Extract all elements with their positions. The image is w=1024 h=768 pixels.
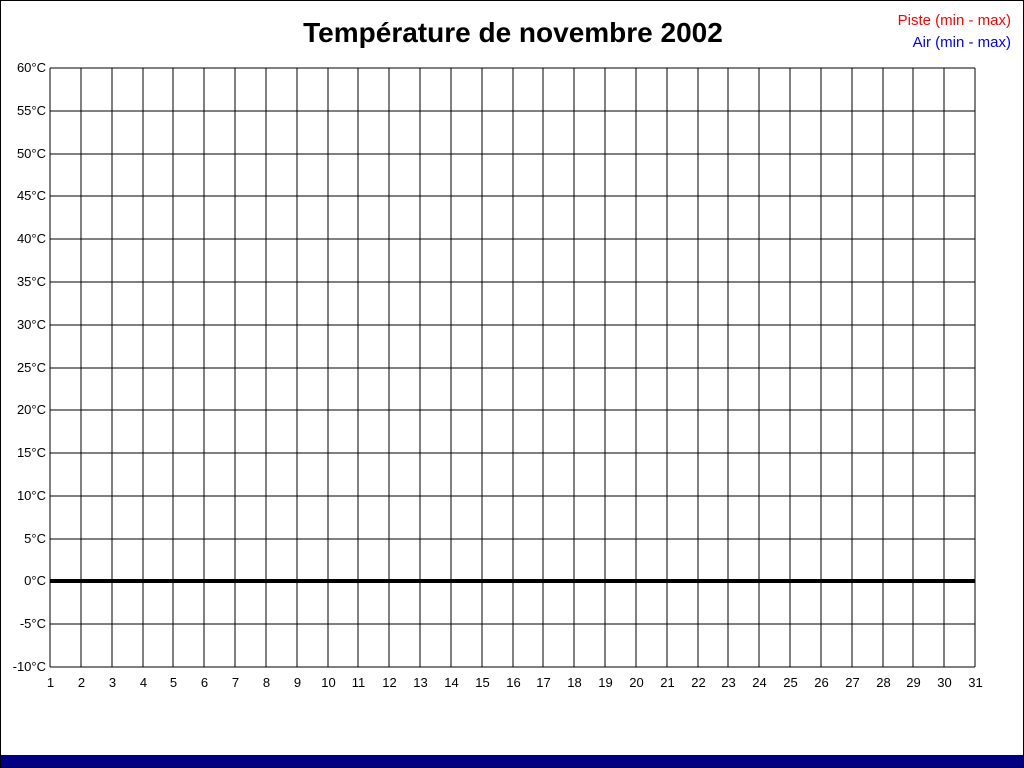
- x-axis-tick-label: 27: [845, 675, 860, 690]
- y-axis-tick-label: 40°C: [16, 231, 46, 246]
- x-axis-tick-label: 23: [721, 675, 736, 690]
- x-axis-tick-label: 14: [444, 675, 459, 690]
- bottom-bar: [1, 755, 1023, 767]
- x-axis-tick-label: 17: [536, 675, 551, 690]
- x-axis-tick-label: 30: [937, 675, 952, 690]
- x-axis-tick-label: 9: [293, 675, 302, 690]
- x-axis-tick-label: 25: [783, 675, 798, 690]
- x-axis-tick-label: 3: [108, 675, 117, 690]
- y-axis-tick-label: 15°C: [16, 445, 46, 460]
- legend-item-air: Air (min - max): [912, 34, 1011, 51]
- chart-grid: [1, 1, 1024, 768]
- x-axis-tick-label: 18: [567, 675, 582, 690]
- y-axis-tick-label: 50°C: [16, 146, 46, 161]
- y-axis-tick-label: 55°C: [16, 103, 46, 118]
- x-axis-tick-label: 11: [351, 675, 366, 690]
- x-axis-tick-label: 6: [200, 675, 209, 690]
- x-axis-tick-label: 29: [906, 675, 921, 690]
- x-axis-tick-label: 28: [876, 675, 891, 690]
- y-axis-tick-label: 25°C: [16, 360, 46, 375]
- x-axis-tick-label: 12: [382, 675, 397, 690]
- x-axis-tick-label: 15: [475, 675, 490, 690]
- y-axis-tick-label: 20°C: [16, 402, 46, 417]
- x-axis-tick-label: 24: [752, 675, 767, 690]
- x-axis-tick-label: 31: [968, 675, 983, 690]
- x-axis-tick-label: 19: [598, 675, 613, 690]
- x-axis-tick-label: 16: [506, 675, 521, 690]
- x-axis-tick-label: 4: [139, 675, 148, 690]
- x-axis-tick-label: 21: [660, 675, 675, 690]
- x-axis-tick-label: 22: [691, 675, 706, 690]
- y-axis-tick-label: 30°C: [16, 317, 46, 332]
- legend-item-piste: Piste (min - max): [897, 12, 1011, 29]
- y-axis-tick-label: 10°C: [16, 488, 46, 503]
- y-axis-tick-label: -10°C: [12, 659, 46, 674]
- x-axis-tick-label: 13: [413, 675, 428, 690]
- y-axis-tick-label: 0°C: [24, 573, 46, 588]
- x-axis-tick-label: 26: [814, 675, 829, 690]
- x-axis-tick-label: 5: [169, 675, 178, 690]
- chart-title: Température de novembre 2002: [303, 17, 723, 48]
- x-axis-tick-label: 10: [321, 675, 336, 690]
- x-axis-tick-label: 20: [629, 675, 644, 690]
- y-axis-tick-label: -5°C: [19, 616, 46, 631]
- x-axis-tick-label: 2: [77, 675, 86, 690]
- y-axis-tick-label: 35°C: [16, 274, 46, 289]
- x-axis-tick-label: 8: [262, 675, 271, 690]
- y-axis-tick-label: 60°C: [16, 60, 46, 75]
- x-axis-tick-label: 7: [231, 675, 240, 690]
- x-axis-tick-label: 1: [46, 675, 55, 690]
- y-axis-tick-label: 5°C: [24, 531, 46, 546]
- y-axis-tick-label: 45°C: [16, 188, 46, 203]
